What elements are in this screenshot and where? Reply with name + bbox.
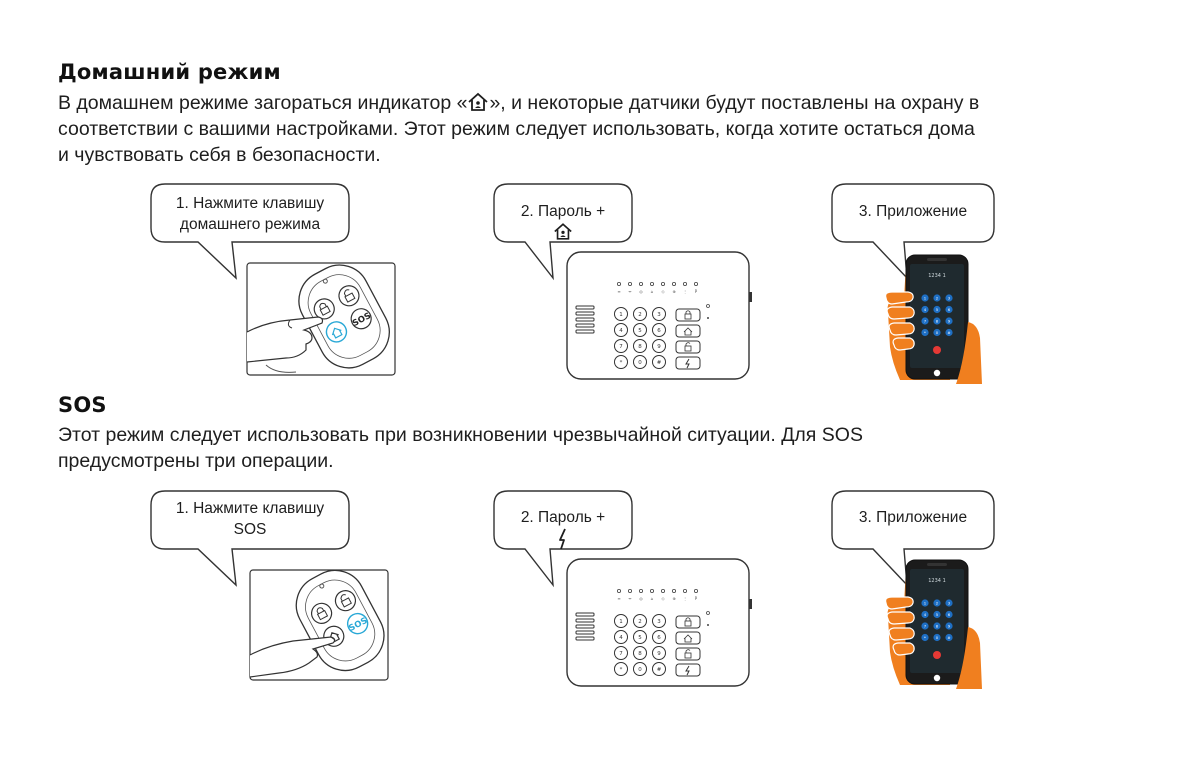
phone-key-label: 1: [923, 600, 927, 606]
panel-key-label: 1: [619, 619, 623, 625]
step-text: 3. Приложение: [858, 203, 968, 220]
step-text: SOS: [233, 521, 267, 538]
panel-key-label: *: [619, 360, 623, 366]
phone-key-label: #: [947, 330, 951, 335]
step-text: 2. Пароль +: [520, 509, 606, 526]
phone-key-label: 2: [935, 600, 939, 606]
panel-key-label: 5: [638, 635, 642, 641]
home-icon: [467, 92, 489, 112]
step1-label: [150, 193, 350, 235]
phone-key-label: 0: [935, 330, 939, 335]
panel-key-label: 5: [638, 328, 642, 334]
panel-key-label: 7: [619, 651, 623, 657]
phone-key-label: 4: [923, 307, 927, 312]
step3-label: [831, 201, 995, 222]
panel-key-label: 6: [657, 635, 661, 641]
smartphone-app-illustration: [882, 557, 986, 689]
hangup-button-icon: [933, 651, 941, 659]
panel-key-label: 2: [638, 619, 642, 625]
panel-key-label: 4: [619, 328, 623, 334]
svg-text:≡: ≡: [617, 596, 621, 601]
remote-keyfob-illustration: [246, 262, 396, 376]
dialed-number: 1234 1: [928, 273, 946, 279]
sos-key-label: SOS: [350, 311, 373, 330]
description-line: соответствии с вашими настройками. Этот режим следует использовать, когда хотите остаться дома: [58, 118, 975, 140]
lightning-icon: [557, 528, 569, 550]
phone-key-label: *: [924, 635, 926, 640]
step2-label: [493, 507, 633, 553]
panel-key-label: 3: [657, 312, 661, 318]
step2-label: [493, 201, 633, 244]
phone-key-label: 1: [923, 295, 927, 301]
phone-key-label: 3: [947, 600, 951, 606]
step1-label: [150, 498, 350, 540]
svg-text:P: P: [694, 289, 698, 294]
phone-key-label: 3: [947, 295, 951, 301]
svg-text:◎: ◎: [639, 596, 643, 601]
svg-text:◇: ◇: [661, 596, 665, 601]
alarm-control-panel: [563, 557, 755, 689]
step-text: 1. Нажмите клавишу: [175, 500, 325, 517]
step-text: 2. Пароль +: [520, 203, 606, 220]
panel-key-label: 9: [657, 651, 661, 657]
phone-key-label: 7: [923, 623, 927, 629]
panel-key-label: 8: [638, 344, 642, 350]
panel-key-label: 0: [638, 360, 642, 366]
svg-text:ᯤ: ᯤ: [628, 596, 632, 601]
panel-key-label: 4: [619, 635, 623, 641]
hangup-button-icon: [933, 346, 941, 354]
phone-key-label: 9: [947, 318, 951, 324]
sos-key-label: SOS: [347, 615, 370, 634]
panel-key-label: 3: [657, 619, 661, 625]
phone-key-label: 6: [947, 307, 951, 312]
panel-key-label: 7: [619, 344, 623, 350]
description-line: и чувствовать себя в безопасности.: [58, 144, 381, 166]
panel-key-label: 2: [638, 312, 642, 318]
svg-text:⊕: ⊕: [672, 596, 676, 601]
svg-text:⊕: ⊕: [672, 289, 676, 294]
step-text: 1. Нажмите клавишу: [175, 195, 325, 212]
phone-key-label: 8: [935, 318, 939, 324]
step-text: домашнего режима: [179, 216, 321, 233]
panel-key-label: 0: [638, 667, 642, 673]
home-mode-title: Домашний режим: [58, 60, 281, 84]
description-part: В домашнем режиме загораться индикатор «: [58, 92, 468, 114]
description-part: », и некоторые датчики будут поставлены на охрану в: [489, 92, 980, 114]
phone-key-label: 6: [947, 612, 951, 617]
alarm-control-panel: [563, 250, 755, 382]
svg-text:≡: ≡: [617, 289, 621, 294]
phone-key-label: 5: [935, 612, 939, 617]
sos-description: [58, 422, 1138, 474]
phone-key-label: 8: [935, 623, 939, 629]
step3-label: [831, 507, 995, 528]
dialed-number: 1234 1: [928, 578, 946, 584]
phone-key-label: 4: [923, 612, 927, 617]
phone-key-label: 0: [935, 635, 939, 640]
home-mode-description: [58, 90, 1138, 168]
svg-text:⌂: ⌂: [650, 596, 654, 601]
svg-text:P: P: [694, 596, 698, 601]
phone-key-label: 9: [947, 623, 951, 629]
panel-key-label: *: [619, 667, 623, 673]
svg-text:◎: ◎: [639, 289, 643, 294]
panel-key-label: #: [656, 667, 662, 673]
phone-key-label: *: [924, 330, 926, 335]
remote-keyfob-illustration: [249, 569, 389, 681]
phone-key-label: 7: [923, 318, 927, 324]
description-line: Этот режим следует использовать при возникновении чрезвычайной ситуации. Для SOS: [58, 424, 863, 446]
step-text: 3. Приложение: [858, 509, 968, 526]
panel-key-label: 6: [657, 328, 661, 334]
phone-key-label: 5: [935, 307, 939, 312]
panel-key-label: 9: [657, 344, 661, 350]
panel-key-label: 1: [619, 312, 623, 318]
panel-key-label: #: [656, 360, 662, 366]
svg-text:◇: ◇: [661, 289, 665, 294]
description-line: предусмотрены три операции.: [58, 450, 334, 472]
svg-text:⋮: ⋮: [683, 596, 687, 601]
phone-key-label: #: [947, 635, 951, 640]
panel-key-label: 8: [638, 651, 642, 657]
svg-text:ᯤ: ᯤ: [628, 289, 632, 294]
sos-title: SOS: [58, 393, 107, 417]
svg-text:⌂: ⌂: [650, 289, 654, 294]
home-icon: [553, 222, 573, 241]
phone-key-label: 2: [935, 295, 939, 301]
smartphone-app-illustration: [882, 252, 986, 384]
svg-text:⋮: ⋮: [683, 289, 687, 294]
